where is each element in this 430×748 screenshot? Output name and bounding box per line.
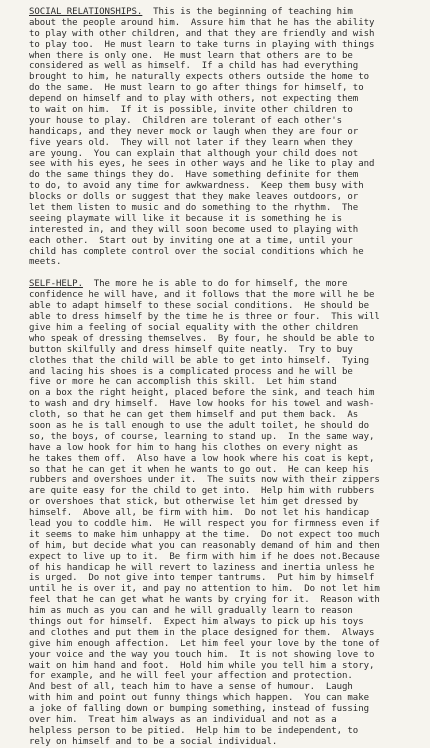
text-line (29, 83, 404, 94)
text-line (29, 486, 404, 497)
text-line (29, 279, 404, 290)
text-line (29, 715, 404, 726)
line-text: wait on him hand and foot. Hold him while you tell him a story, (29, 660, 375, 671)
line-text: of his handicap he will revert to laziness and inertia unless he (29, 562, 375, 573)
text-line (29, 116, 404, 127)
text-line (29, 693, 404, 704)
line-text: able to adapt himself to these social conditions. He should be (29, 301, 369, 312)
line-text: your voice and the way you touch him. It is not showing love to (29, 649, 375, 660)
text-line (29, 650, 404, 661)
text-line (29, 138, 404, 149)
line-text: when there is only one. He must learn that others are to be (29, 50, 353, 61)
line-text: until he is over it, and pay no attention to him. Do not let him (29, 584, 380, 595)
line-text: meets. (29, 257, 62, 268)
text-line (29, 661, 404, 672)
text-line (29, 225, 404, 236)
text-line (29, 181, 404, 192)
line-text: a joke of falling down or bumping something, instead of fussing (29, 704, 369, 715)
line-text: clothes that the child will be able to get into himself. Tying (29, 355, 369, 366)
line-text: it seems to make him unhappy at the time. Do not expect too much (29, 529, 380, 540)
line-text: to play with other children, and that they are friendly and wish (29, 28, 375, 39)
line-text: do the same things they do. Have something definite for them (29, 170, 359, 181)
line-text: or overshoes that stick, but otherwise let him get dressed by (29, 497, 359, 508)
line-text: considered as well as himself. If a child has had everything (29, 61, 359, 72)
line-text: do the same. He must learn to go after things for himself, to (29, 83, 364, 94)
text-line (29, 61, 404, 72)
line-text: each other. Start out by inviting one at a time, until your (29, 235, 353, 246)
line-text: have a low hook for him to hang his clothes on every night as (29, 442, 359, 453)
line-text: to wash and dry himself. Have low hooks for his towel and wash- (29, 399, 375, 410)
text-line (29, 159, 404, 170)
text-line (29, 367, 404, 378)
text-line (29, 7, 404, 18)
line-text: helpless person to be pitied. Help him to be independent, to (29, 725, 359, 736)
section-social-relationships (29, 7, 404, 268)
text-line (29, 421, 404, 432)
text-line (29, 704, 404, 715)
text-line (29, 737, 404, 748)
text-line (29, 726, 404, 737)
line-text: on a box the right height, placed before the sink, and teach him (29, 388, 375, 399)
line-text: depend on himself and to play with others, not expecting them (29, 94, 359, 105)
section-self-help (29, 279, 404, 747)
line-text: so that he can get it when he wants to go out. He can keep his (29, 464, 369, 475)
line-text: let them listen to music and do something to the rhythm. The (29, 203, 359, 214)
text-line (29, 595, 404, 606)
text-line (29, 639, 404, 650)
text-line (29, 127, 404, 138)
line-text: who speak of dressing themselves. By four, he should be able to (29, 333, 375, 344)
line-text: rubbers and overshoes under it. The suits now with their zippers (29, 475, 380, 486)
line-text: child has complete control over the social conditions which he (29, 246, 364, 257)
line-text: give him enough affection. Let him feel your love by the tone of (29, 638, 380, 649)
line-text: handicaps, and they never mock or laugh when they are four or (29, 126, 359, 137)
text-line (29, 51, 404, 62)
section-heading: SOCIAL RELATIONSHIPS. (29, 7, 143, 17)
line-text: expect to live up to it. Be firm with him if he does not.Because (29, 551, 380, 562)
line-text: himself. Above all, be firm with him. Do not let his handicap (29, 508, 369, 519)
text-line (29, 236, 404, 247)
text-line (29, 312, 404, 323)
text-line (29, 552, 404, 563)
line-text: for example, and he will feel your affection and protection. (29, 671, 353, 682)
line-text: feel that he can get what he wants by crying for it. Reason with (29, 595, 380, 606)
text-line (29, 628, 404, 639)
text-line (29, 323, 404, 334)
line-text: your house to play. Children are tolerant of each other's (29, 115, 343, 126)
section-heading: SELF-HELP. (29, 279, 83, 290)
text-line (29, 203, 404, 214)
line-text: over him. Treat him always as an individual and not as a (29, 715, 337, 725)
text-line (29, 530, 404, 541)
text-line (29, 465, 404, 476)
line-text: five or more he can accomplish this skill. Let him stand (29, 377, 337, 388)
line-text: to do, to avoid any time for awkwardness. Keep them busy with (29, 181, 364, 192)
line-text: of him, but decide what you can reasonably demand of him and then (29, 540, 380, 551)
text-line (29, 40, 404, 51)
text-line (29, 475, 404, 486)
line-text: The more he is able to do for himself, the more (82, 279, 348, 290)
text-line (29, 192, 404, 203)
text-line (29, 149, 404, 160)
text-line (29, 29, 404, 40)
line-text: rely on himself and to be a social individual. (29, 736, 278, 747)
text-line (29, 541, 404, 552)
line-text: button skilfully and dress himself quite neatly. Try to buy (29, 344, 353, 355)
text-line (29, 497, 404, 508)
text-line (29, 388, 404, 399)
line-text: give him a feeling of social equality with the other children (29, 322, 359, 333)
line-text: interested in, and they will soon become used to playing with (29, 224, 359, 235)
text-line (29, 399, 404, 410)
text-line (29, 563, 404, 574)
text-line (29, 94, 404, 105)
line-text: seeing playmate will like it because it is something he is (29, 213, 343, 224)
text-line (29, 356, 404, 367)
line-text: soon as he is tall enough to use the adult toilet, he should do (29, 420, 369, 431)
line-text: so, the boys, of course, learning to stand up. In the same way, (29, 431, 375, 442)
line-text: able to dress himself by the time he is three or four. This will (29, 312, 380, 323)
line-text: five years old. They will not later if they learn when they (29, 137, 353, 148)
line-text: and lacing his shoes is a complicated process and he will be (29, 366, 353, 377)
line-text: This is the beginning of teaching him (142, 7, 353, 17)
text-line (29, 519, 404, 530)
text-line (29, 105, 404, 116)
line-text: are young. You can explain that although your child does not (29, 148, 359, 159)
text-line (29, 573, 404, 584)
text-line (29, 170, 404, 181)
text-line (29, 18, 404, 29)
text-line (29, 247, 404, 258)
text-line (29, 584, 404, 595)
text-line (29, 454, 404, 465)
text-line (29, 606, 404, 617)
text-line (29, 617, 404, 628)
line-text: to wait on him. If it is possible, invite other children to (29, 105, 353, 116)
line-text: he takes them off. Also have a low hook where his coat is kept, (29, 453, 375, 464)
text-line (29, 301, 404, 312)
text-line (29, 377, 404, 388)
line-text: blocks or dolls or suggest that they make leaves outdoors, or (29, 192, 359, 203)
text-line (29, 345, 404, 356)
line-text: is urged. Do not give into temper tantrums. Put him by himself (29, 573, 375, 584)
line-text: him as much as you can and he will gradually learn to reason (29, 606, 353, 617)
line-text: things out for himself. Expect him always to pick up his toys (29, 616, 364, 627)
text-line (29, 671, 404, 682)
text-line (29, 214, 404, 225)
line-text: and clothes and put them in the place designed for them. Always (29, 627, 375, 638)
line-text: And best of all, teach him to have a sense of humour. Laugh (29, 682, 353, 693)
text-line (29, 410, 404, 421)
text-line (29, 682, 404, 693)
text-line (29, 443, 404, 454)
line-text: to play too. He must learn to take turns in playing with things (29, 39, 375, 50)
line-text: lead you to coddle him. He will respect you for firmness even if (29, 518, 380, 529)
line-text: are quite easy for the child to get into. Help him with rubbers (29, 486, 375, 497)
text-line (29, 508, 404, 519)
text-line (29, 432, 404, 443)
text-line (29, 334, 404, 345)
text-line (29, 257, 404, 268)
text-line (29, 290, 404, 301)
line-text: confidence he will have, and it follows that the more will he be (29, 290, 375, 301)
line-text: with him and point out funny things which happen. You can make (29, 693, 369, 704)
line-text: about the people around him. Assure him that he has the ability (29, 17, 375, 28)
line-text: brought to him, he naturally expects others outside the home to (29, 72, 369, 83)
line-text: cloth, so that he can get them himself and put them back. As (29, 410, 359, 421)
text-line (29, 72, 404, 83)
line-text: see with his eyes, he sees in other ways and he like to play and (29, 159, 375, 170)
